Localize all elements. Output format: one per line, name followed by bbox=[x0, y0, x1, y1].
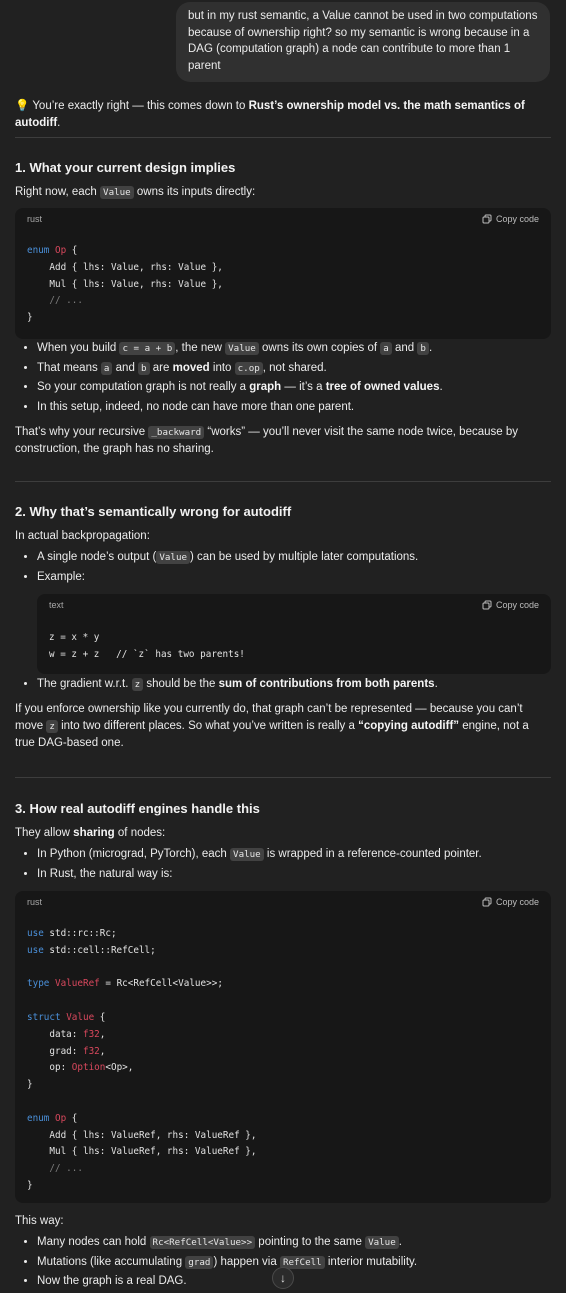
copy-code-label: Copy code bbox=[495, 600, 539, 610]
section-1-conclusion bbox=[15, 424, 551, 458]
copy-code-button[interactable] bbox=[482, 214, 539, 224]
code-keyword: struct bbox=[27, 1011, 61, 1023]
inline-code: b bbox=[138, 362, 150, 375]
text: That’s why your recursive bbox=[15, 426, 149, 438]
copy-code-label: Copy code bbox=[495, 214, 539, 224]
list-item bbox=[37, 359, 551, 379]
divider bbox=[15, 777, 551, 778]
section-2-conclusion bbox=[15, 701, 551, 752]
text: Many nodes can hold bbox=[37, 1236, 150, 1248]
code-line: Add { lhs: ValueRef, rhs: ValueRef }, bbox=[27, 1129, 257, 1141]
code-content-1 bbox=[27, 243, 223, 327]
section-3-list bbox=[15, 845, 551, 884]
inline-code: c = a + b bbox=[119, 342, 175, 355]
code-line: Mul { lhs: ValueRef, rhs: ValueRef }, bbox=[27, 1146, 257, 1158]
text: Mutations (like accumulating bbox=[37, 1255, 186, 1268]
inline-code: z bbox=[132, 678, 144, 691]
text: “works” — you’ll never visit the same node twice, because by construction, the graph has no sharing. bbox=[15, 426, 518, 455]
code-line: Mul { lhs: Value, rhs: Value }, bbox=[27, 278, 223, 290]
list-item bbox=[37, 378, 551, 398]
inline-code: _backward bbox=[148, 426, 204, 439]
scroll-to-bottom-button[interactable] bbox=[272, 1267, 294, 1289]
code-line: } bbox=[27, 1179, 33, 1191]
list-item bbox=[37, 1233, 551, 1253]
text: So your computation graph is not really a bbox=[37, 381, 250, 393]
code-block-1 bbox=[15, 208, 551, 339]
intro-text: You’re exactly right — this comes down to bbox=[29, 100, 249, 112]
inline-code: a bbox=[380, 342, 392, 355]
text: , not shared. bbox=[262, 361, 327, 374]
code-line: type ValueRef = Rc<RefCell<Value>>; bbox=[27, 978, 223, 990]
inline-code: c.op bbox=[235, 362, 263, 375]
code-line: Add { lhs: Value, rhs: Value }, bbox=[27, 261, 223, 273]
bold-text: moved bbox=[172, 361, 210, 374]
list-item: • Now the graph is a real DAG. bbox=[37, 1272, 551, 1292]
text: When you build bbox=[37, 342, 120, 354]
intro-bold: Rust’s ownership model vs. the math semantics of autodiff bbox=[15, 100, 525, 129]
text: . bbox=[428, 342, 433, 354]
inline-code: RefCell bbox=[280, 1256, 325, 1269]
code-line: data: f32, bbox=[27, 1028, 106, 1040]
text: . bbox=[434, 678, 438, 690]
code-type: Op bbox=[55, 1112, 67, 1124]
text: and bbox=[112, 361, 139, 374]
text: In Python (micrograd, PyTorch), each bbox=[37, 848, 231, 860]
text: should be the bbox=[143, 678, 219, 690]
section-1-intro bbox=[15, 184, 551, 201]
code-keyword: enum bbox=[27, 1112, 50, 1124]
code-line: w = z + z // `z` has two parents! bbox=[49, 648, 245, 660]
text: If you enforce ownership like you currently do, that graph can’t be represented — because you can’t move bbox=[15, 703, 523, 732]
lightbulb-icon: 💡 bbox=[15, 100, 30, 112]
code-type: ValueRef bbox=[55, 978, 100, 990]
text: A single node’s output ( bbox=[37, 551, 157, 563]
text: and bbox=[391, 342, 418, 354]
code-type: Option bbox=[71, 1062, 106, 1074]
section-3-this-way: This way: bbox=[15, 1215, 64, 1227]
list-item: • In this setup, indeed, no node can have more than one parent. bbox=[37, 398, 551, 418]
code-language: rust bbox=[27, 214, 43, 224]
code-line: use std::rc::Rc; bbox=[27, 928, 117, 939]
text: owns its own copies of bbox=[258, 342, 381, 354]
copy-code-label: Copy code bbox=[495, 897, 539, 907]
code-language: text bbox=[49, 600, 64, 610]
code-content-2 bbox=[49, 630, 245, 664]
arrow-down-icon: ↓ bbox=[280, 1271, 286, 1285]
inline-code: a bbox=[101, 362, 113, 375]
text: — it’s a bbox=[281, 381, 326, 393]
code-line: } bbox=[27, 312, 33, 324]
list-item: • Example: bbox=[37, 568, 551, 588]
code-keyword: enum bbox=[27, 245, 50, 256]
list-item bbox=[37, 548, 551, 568]
divider bbox=[15, 481, 551, 482]
code-line: enum Op { bbox=[27, 245, 78, 256]
code-keyword: type bbox=[27, 978, 50, 990]
section-2-title: 2. Why that’s semantically wrong for autodiff bbox=[15, 504, 292, 519]
bold-text: tree of owned values bbox=[325, 381, 440, 393]
inline-code: Value bbox=[230, 848, 264, 861]
text: into bbox=[209, 361, 235, 374]
code-type: f32 bbox=[82, 1045, 100, 1057]
text: engine, not a true DAG-based one. bbox=[15, 720, 529, 749]
text: , the new bbox=[175, 342, 226, 354]
section-3-intro bbox=[15, 825, 551, 842]
code-line: grad: f32, bbox=[27, 1045, 106, 1057]
section-1-title: 1. What your current design implies bbox=[15, 160, 236, 175]
list-item bbox=[37, 675, 551, 695]
code-block-3 bbox=[15, 891, 551, 1203]
section-2-list-cont bbox=[15, 675, 551, 695]
code-line: use std::cell::RefCell; bbox=[27, 944, 156, 956]
bold-text: sum of contributions from both parents bbox=[218, 678, 435, 690]
code-line: op: Option<Op>, bbox=[27, 1062, 134, 1074]
inline-code: Value bbox=[156, 551, 190, 564]
text: The gradient w.r.t. bbox=[37, 678, 132, 690]
code-block-2 bbox=[37, 594, 551, 674]
intro-end: . bbox=[57, 117, 61, 129]
inline-code: z bbox=[46, 720, 58, 733]
text: That means bbox=[37, 361, 101, 374]
user-message: but in my rust semantic, a Value cannot be used in two computations because of ownership right? so my semantic is wrong because in a DAG (computation graph) a node can contribute to more than 1 parent bbox=[176, 2, 550, 82]
intro-paragraph bbox=[15, 98, 551, 132]
inline-code: grad bbox=[185, 1256, 213, 1269]
text: are bbox=[149, 361, 173, 374]
inline-code: Value bbox=[225, 342, 259, 355]
inline-code: Value bbox=[365, 1236, 399, 1249]
text: interior mutability. bbox=[324, 1255, 418, 1268]
code-line: // ... bbox=[27, 295, 83, 307]
list-item bbox=[37, 1253, 551, 1273]
code-type: f32 bbox=[82, 1028, 100, 1040]
text: is wrapped in a reference-counted pointer. bbox=[263, 848, 482, 860]
section-1-list bbox=[15, 339, 551, 417]
bold-text: sharing bbox=[73, 827, 115, 839]
bold-text: graph bbox=[249, 381, 282, 393]
code-line: } bbox=[27, 1079, 33, 1091]
text: ) happen via bbox=[213, 1255, 280, 1268]
code-keyword: use bbox=[27, 944, 44, 956]
copy-code-button[interactable] bbox=[482, 600, 539, 610]
code-type: Value bbox=[66, 1011, 95, 1023]
section-3-title: 3. How real autodiff engines handle this bbox=[15, 801, 260, 816]
text: They allow bbox=[15, 827, 74, 839]
inline-code: Value bbox=[100, 186, 134, 199]
text: Right now, each bbox=[15, 186, 101, 198]
text: into two different places. So what you’ve written is really a bbox=[57, 720, 359, 732]
list-item bbox=[37, 845, 551, 865]
copy-icon bbox=[482, 897, 492, 907]
text: ) can be used by multiple later computations. bbox=[190, 551, 419, 563]
inline-code: b bbox=[417, 342, 429, 355]
copy-icon bbox=[482, 214, 492, 224]
section-2-intro: In actual backpropagation: bbox=[15, 530, 150, 542]
divider bbox=[15, 137, 551, 138]
list-item bbox=[37, 339, 551, 359]
copy-code-button[interactable] bbox=[482, 897, 539, 907]
list-item: • In Rust, the natural way is: bbox=[37, 865, 551, 885]
code-keyword: use bbox=[27, 928, 44, 939]
text: . bbox=[398, 1236, 402, 1248]
text: . bbox=[439, 381, 443, 393]
code-language: rust bbox=[27, 897, 43, 907]
code-type: Op bbox=[55, 245, 67, 256]
code-line: z = x * y bbox=[49, 632, 100, 643]
bold-text: “copying autodiff” bbox=[358, 720, 460, 732]
code-content-3 bbox=[27, 926, 257, 1195]
code-line: // ... bbox=[27, 1163, 83, 1175]
text: of nodes: bbox=[114, 827, 166, 839]
code-line: struct Value { bbox=[27, 1011, 106, 1023]
text: pointing to the same bbox=[255, 1236, 366, 1248]
inline-code: Rc<RefCell<Value>> bbox=[150, 1236, 256, 1249]
section-2-list bbox=[15, 548, 551, 587]
copy-icon bbox=[482, 600, 492, 610]
text: owns its inputs directly: bbox=[133, 186, 256, 198]
code-line: enum Op { bbox=[27, 1112, 78, 1124]
